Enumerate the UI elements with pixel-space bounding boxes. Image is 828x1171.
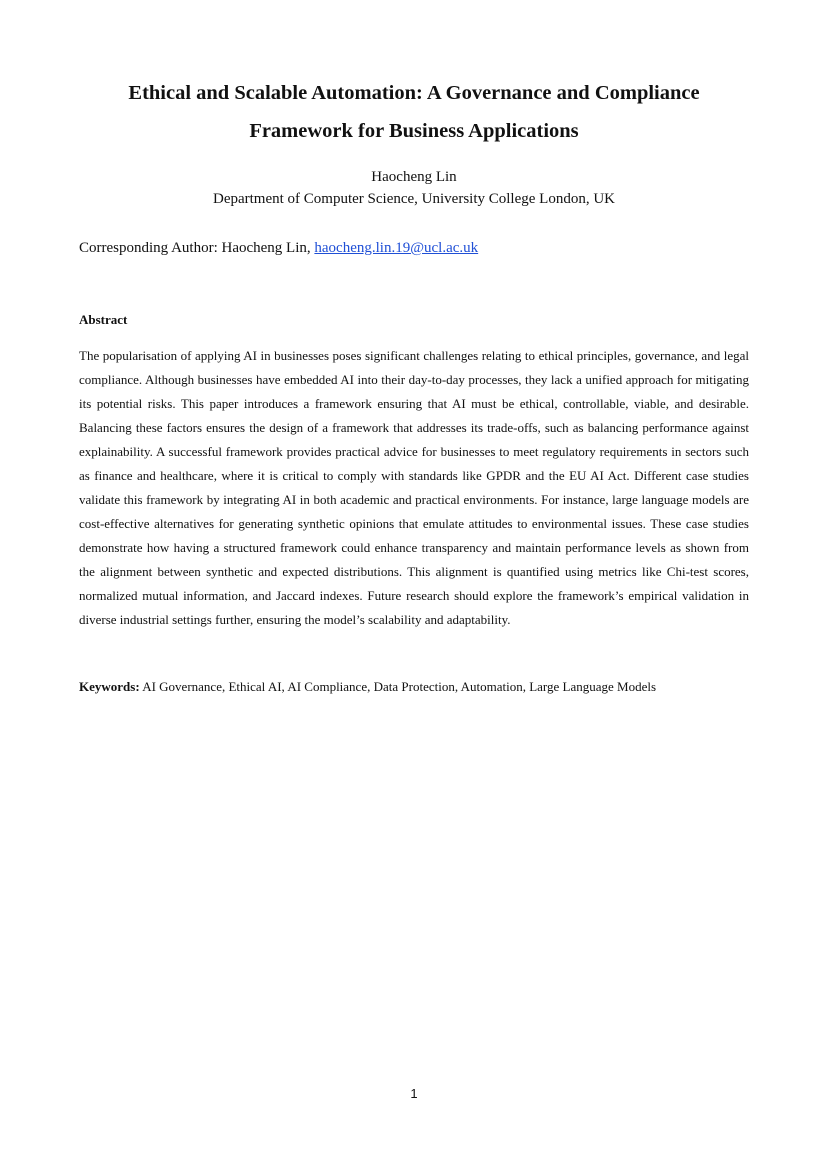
keywords <box>79 677 759 697</box>
corresponding-author <box>79 237 478 259</box>
paper-title-line-1: Ethical and Scalable Automation: A Governance and Compliance <box>128 82 700 104</box>
author-block <box>60 166 768 210</box>
abstract-body: The popularisation of applying AI in businesses poses significant challenges relating to ethical principles, governance, and legal compliance. Although businesses have embedded AI into their day-to-day processes, they lack a unified approach for mitigating its potential risks. This paper introduces a framework ensuring that AI must be ethical, controllable, viable, and desirable. Balancing these factors ensures the design of a framework that addresses its trade-offs, such as balancing performance against explainability. A successful framework provides practical advice for businesses to meet regulatory requirements in sectors such as finance and healthcare, where it is critical to comply with standards like GPDR and the EU AI Act. Different case studies validate this framework by integrating AI in both academic and practical environments. For instance, large language models are cost-effective alternatives for generating synthetic opinions that emulate attitudes to environmental issues. These case studies demonstrate how having a structured framework could enhance transparency and maintain performance levels as shown from the alignment between synthetic and expected distributions. This alignment is quantified using metrics like Chi-test scores, normalized mutual information, and Jaccard indexes. Future research should explore the framework’s empirical validation in diverse industrial settings further, ensuring the model’s scalability and adaptability. <box>79 348 749 627</box>
corresponding-author-label: Corresponding Author: Haocheng Lin, <box>79 240 315 256</box>
page-number: 1 <box>410 1086 418 1101</box>
abstract-heading: Abstract <box>79 312 128 327</box>
corresponding-email-link[interactable]: haocheng.lin.19@ucl.ac.uk <box>314 240 479 256</box>
keywords-list: AI Governance, Ethical AI, AI Compliance, Data Protection, Automation, Large Language Models <box>139 679 657 694</box>
paper-title <box>60 74 768 150</box>
author-name: Haocheng Lin <box>371 169 457 185</box>
paper-title-line-2: Framework for Business Applications <box>249 120 579 142</box>
keywords-label: Keywords: <box>79 679 140 694</box>
author-affiliation: Department of Computer Science, University College London, UK <box>213 191 615 207</box>
